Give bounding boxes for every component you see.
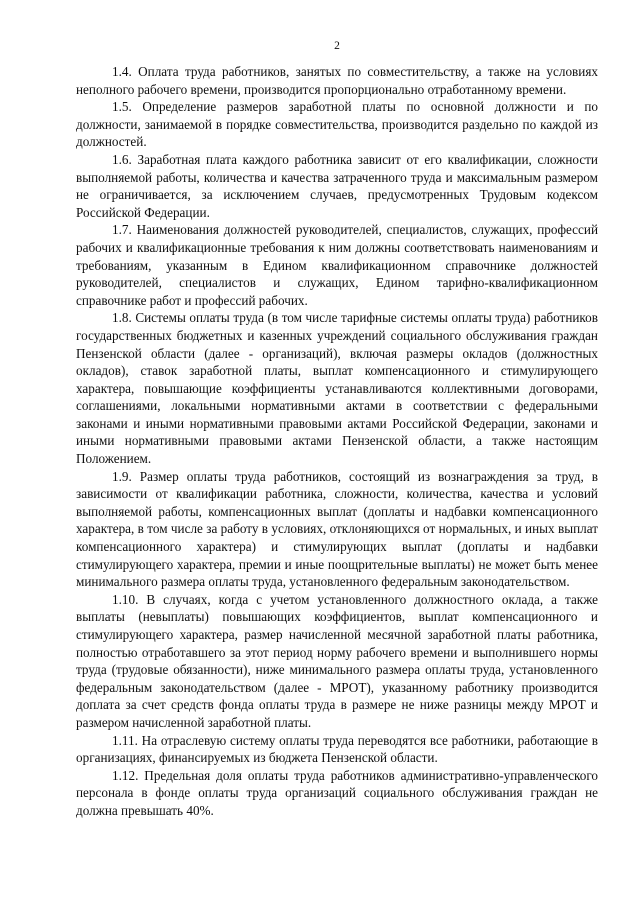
document-body [76, 63, 598, 820]
paragraph-1-7: 1.7. Наименования должностей руководителей, специалистов, служащих, профессий рабочих и квалификационные требования к ним должны соответствовать наименованиям и требованиям, указанным в Едином квалификационном справочнике должностей руководителей, специалистов и служащих, Едином тарифно-квалификационном справочнике работ и профессий рабочих. [76, 222, 598, 308]
page-number: 2 [334, 40, 340, 52]
paragraph-1-11: 1.11. На отраслевую систему оплаты труда переводятся все работники, работающие в организациях, финансируемых из бюджета Пензенской области. [76, 732, 598, 766]
paragraph-1-6: 1.6. Заработная плата каждого работника зависит от его квалификации, сложности выполняемой работы, количества и качества затраченного труда и максимальным размером не ограничивается, за исключением случаев, предусмотренных Трудовым кодексом Российской Федерации. [76, 151, 598, 220]
paragraph-1-10: 1.10. В случаях, когда с учетом установленного должностного оклада, а также выплаты (невыплаты) повышающих коэффициентов, выплат компенсационного и стимулирующего характера, размер начисленной месячной заработной платы работника, полностью отработавшего за этот период норму рабочего времени и выполнившего нормы труда (трудовые обязанности), ниже минимального размера оплаты труда, установленного федеральным законодательством (далее - МРОТ), указанному работнику производится доплата за счет средств фонда оплаты труда в размере не ниже разницы между МРОТ и размером начисленной заработной платы. [76, 591, 598, 730]
paragraph-1-12: 1.12. Предельная доля оплаты труда работников административно-управленческого персонала в фонде оплаты труда организаций социального обслуживания граждан не должна превышать 40%. [76, 767, 598, 818]
paragraph-1-9: 1.9. Размер оплаты труда работников, состоящий из вознаграждения за труд, в зависимости от квалификации работника, сложности, количества, качества и условий выполняемой работы, компенсационных выплат (доплаты и надбавки компенсационного характера, в том числе за работу в условиях, отклоняющихся от нормальных, и иных выплат компенсационного характера) и стимулирующих выплат (доплаты и надбавки стимулирующего характера, премии и иные поощрительные выплаты) не может быть менее минимального размера оплаты труда, установленного федеральным законодательством. [76, 468, 598, 590]
paragraph-1-5: 1.5. Определение размеров заработной платы по основной должности и по должности, занимаемой в порядке совместительства, производится раздельно по каждой из должностей. [76, 99, 598, 150]
paragraph-1-8: 1.8. Системы оплаты труда (в том числе тарифные системы оплаты труда) работников государственных бюджетных и казенных учреждений социального обслуживания граждан Пензенской области (далее - организаций), включая размеры окладов (должностных окладов), ставок заработной платы, выплат компенсационного и стимулирующего характера, повышающие коэффициенты устанавливаются коллективными договорами, соглашениями, локальными нормативными актами в соответствии с федеральными законами и иными нормативными правовыми актами Российской Федерации, законами и иными нормативными правовыми актами Пензенской области, а также настоящим Положением. [76, 310, 598, 467]
paragraph-1-4: 1.4. Оплата труда работников, занятых по совместительству, а также на условиях неполного рабочего времени, производится пропорционально отработанному времени. [76, 64, 598, 97]
